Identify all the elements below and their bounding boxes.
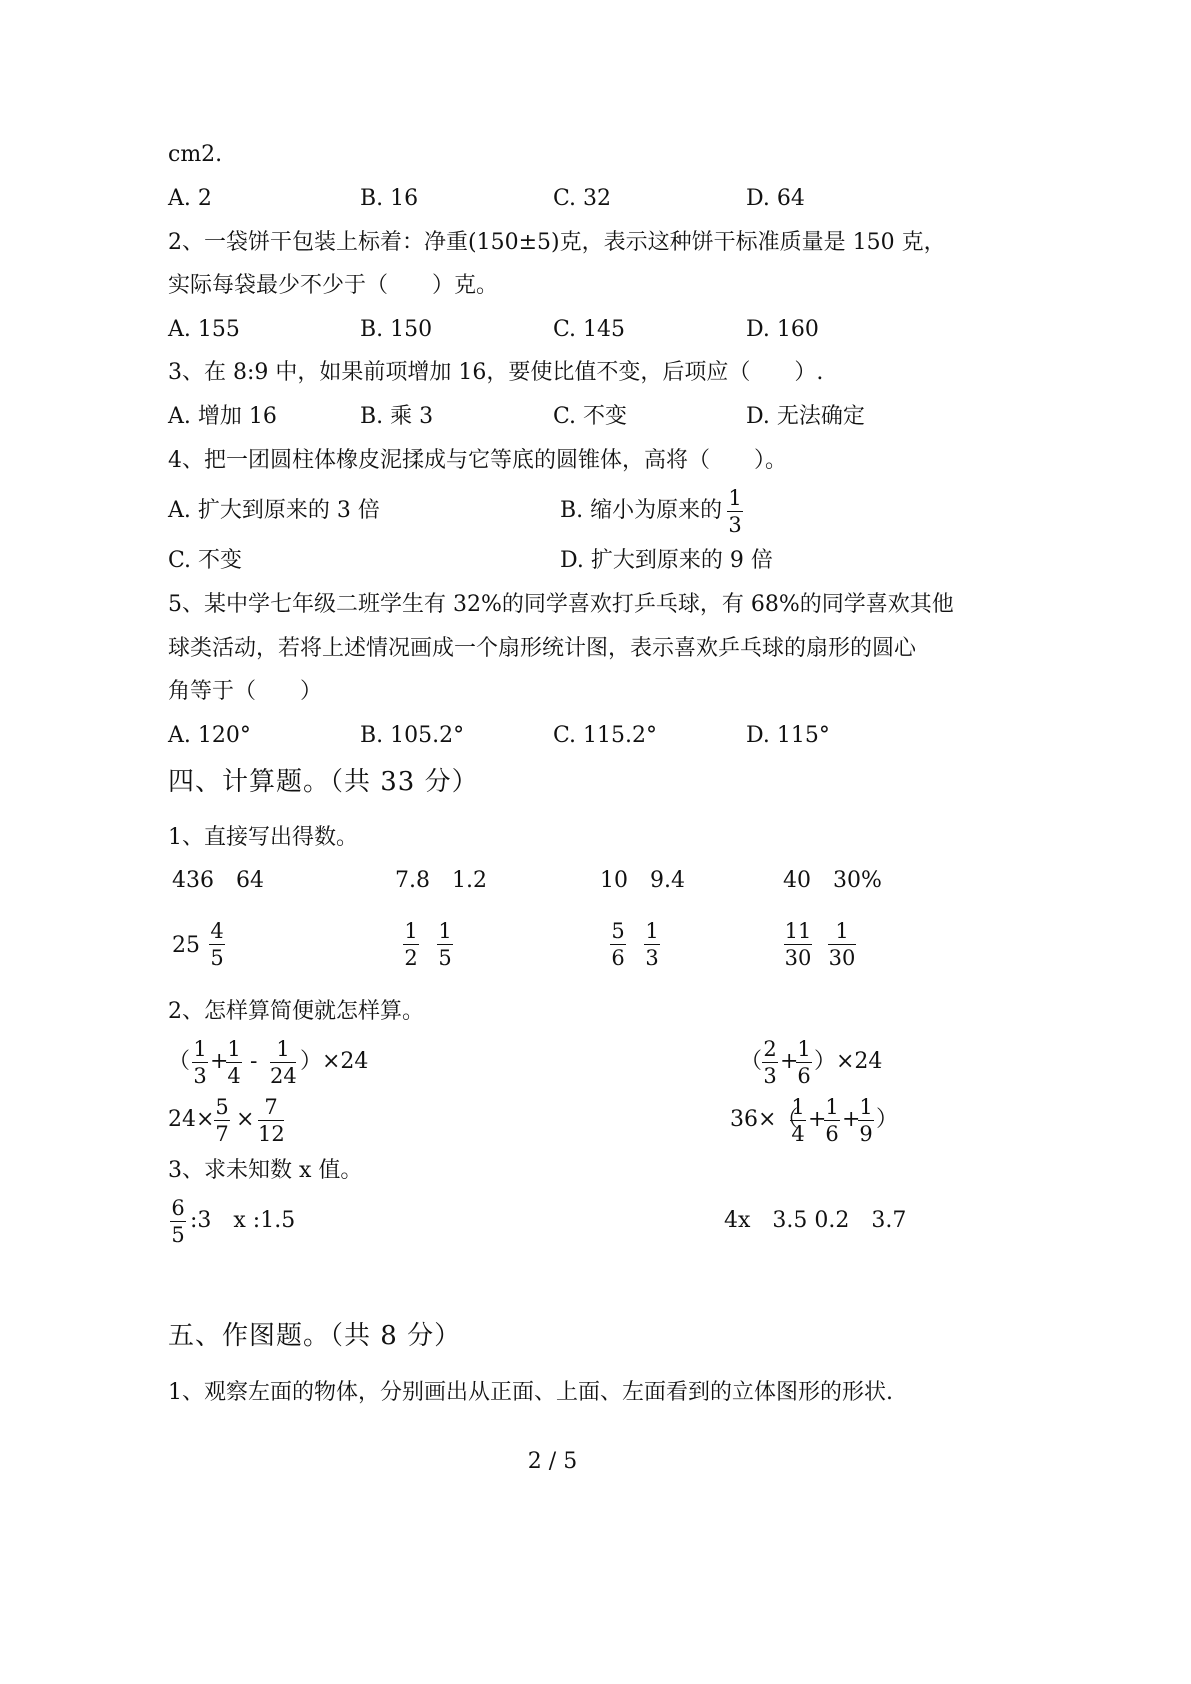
section-4-title: 四、计算题。（共 33 分） [168,767,479,797]
section-5-title: 五、作图题。（共 8 分） [168,1321,462,1351]
option-a: A. 增加 16 [168,404,277,429]
fraction: 1 4 [227,1037,241,1088]
calc-item: 40 30% [783,868,882,893]
option-c: C. 32 [553,186,612,211]
equation-rest: :3 x :1.5 [190,1208,296,1233]
plus-sign: + [780,1049,799,1074]
fraction: 1 24 [270,1037,297,1088]
paren-close: ）×24 [300,1049,369,1074]
paren-open: （ [740,1049,763,1074]
continuation-text: cm2. [168,142,223,167]
option-b: B. 150 [360,317,433,342]
option-c: C. 115.2° [553,723,658,748]
plus-sign: + [842,1107,861,1132]
fraction: 1 30 [828,919,856,970]
fraction: 5 7 [215,1095,229,1146]
fraction: 5 6 [611,919,625,970]
option-b: B. 缩小为原来的 [560,498,723,523]
option-d: D. 无法确定 [746,404,865,429]
option-b: B. 105.2° [360,723,465,748]
question-5-line-2: 球类活动，若将上述情况画成一个扇形统计图，表示喜欢乒乓球的扇形的圆心 [168,636,917,661]
option-a: A. 155 [168,317,240,342]
calc-item: 7.8 1.2 [395,868,487,893]
fraction: 1 3 [193,1037,207,1088]
fraction: 2 3 [763,1037,777,1088]
question-3: 3、在 8:9 中，如果前项增加 16，要使比值不变，后项应（ ）. [168,360,824,385]
equation: 4x 3.5 0.2 3.7 [724,1208,907,1233]
calc-item: 10 9.4 [600,868,685,893]
question-2-line-1: 2、一袋饼干包装上标着：净重(150±5)克，表示这种饼干标准质量是 150 克， [168,230,946,255]
question-5-line-1: 5、某中学七年级二班学生有 32%的同学喜欢打乒乓球，有 68%的同学喜欢其他 [168,592,954,617]
minus-sign: - [250,1049,258,1074]
paren-close: ）×24 [814,1049,883,1074]
times-sign: × [236,1107,255,1132]
option-d: D. 115° [746,723,830,748]
plus-sign: + [808,1107,827,1132]
section-5-item-1: 1、观察左面的物体，分别画出从正面、上面、左面看到的立体图形的形状. [168,1380,893,1405]
fraction: 1 9 [859,1095,873,1146]
option-b: B. 16 [360,186,419,211]
section-4-item-2: 2、怎样算简便就怎样算。 [168,999,424,1024]
option-a: A. 2 [168,186,212,211]
option-b: B. 乘 3 [360,404,434,429]
option-c: C. 不变 [553,404,628,429]
option-d: D. 160 [746,317,819,342]
fraction: 1 4 [791,1095,805,1146]
question-2-line-2: 实际每袋最少不少于（ ）克。 [168,273,499,298]
option-d: D. 64 [746,186,805,211]
calc-integer: 25 [172,933,200,958]
fraction: 6 5 [171,1196,185,1247]
question-4: 4、把一团圆柱体橡皮泥揉成与它等底的圆锥体，高将（ ）。 [168,448,787,473]
option-c: C. 145 [553,317,626,342]
question-5-line-3: 角等于（ ） [168,679,323,704]
fraction: 1 3 [645,919,659,970]
fraction: 4 5 [210,919,224,970]
plus-sign: + [210,1049,229,1074]
fraction: 7 12 [258,1095,285,1146]
expression-lead: 36×（ [730,1107,799,1132]
fraction: 1 5 [438,919,452,970]
calc-item: 436 64 [172,868,264,893]
option-a: A. 120° [168,723,251,748]
section-4-item-1: 1、直接写出得数。 [168,825,358,850]
option-c: C. 不变 [168,548,243,573]
fraction: 1 6 [797,1037,811,1088]
option-d: D. 扩大到原来的 9 倍 [560,548,773,573]
paren-open: （ [168,1049,191,1074]
fraction: 11 30 [784,919,812,970]
section-4-item-3: 3、求未知数 x 值。 [168,1158,363,1183]
fraction: 1 2 [404,919,418,970]
page-number: 2 / 5 [527,1449,578,1474]
fraction: 1 3 [728,486,742,537]
paren-close: ） [876,1107,899,1132]
expression-lead: 24× [168,1107,215,1132]
option-a: A. 扩大到原来的 3 倍 [168,498,380,523]
fraction: 1 6 [825,1095,839,1146]
